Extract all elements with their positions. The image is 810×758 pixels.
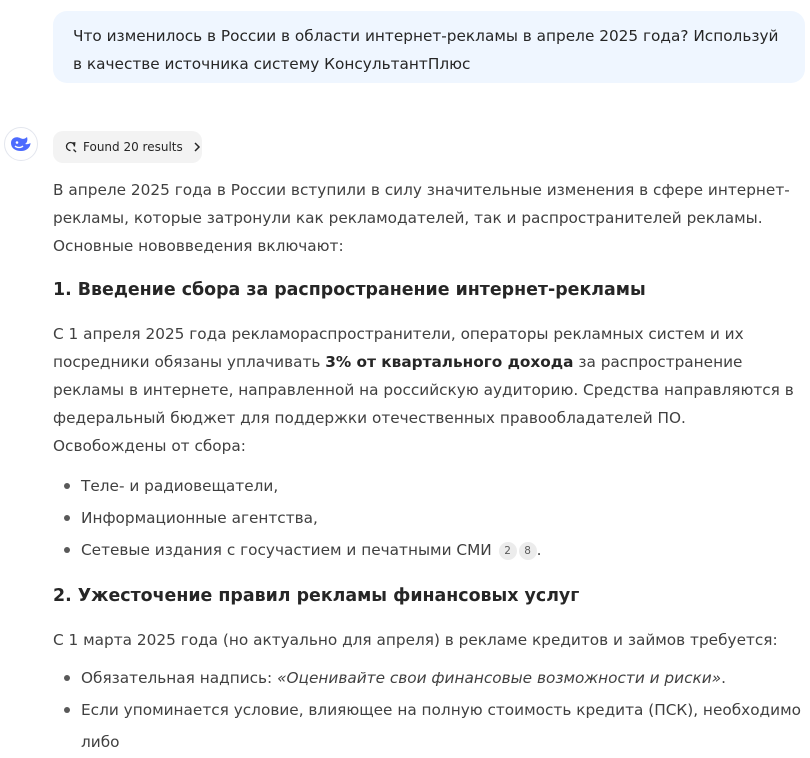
- exempt-label: Освобождены от сбора:: [53, 437, 246, 455]
- search-refresh-icon: [65, 141, 77, 153]
- section-2-title: 2. Ужесточение правил рекламы финансовых услуг: [53, 586, 580, 606]
- assistant-answer: [53, 176, 810, 758]
- section-2-paragraph: С 1 марта 2025 года (но актуально для апреля) в рекламе кредитов и займов требуется:: [53, 631, 778, 649]
- section-1-title: 1. Введение сбора за распространение интернет-рекламы: [53, 280, 646, 300]
- citation-badge[interactable]: 2: [499, 542, 517, 560]
- requirements-list: [53, 662, 810, 758]
- citation-end: .: [536, 541, 542, 559]
- chevron-right-icon: [193, 142, 201, 152]
- list-item: Если упоминается условие, влияющее на полную стоимость кредита (ПСК), необходимо либо: [53, 694, 810, 758]
- search-results-button[interactable]: [53, 131, 202, 163]
- section-1-text-after: за распространение рекламы в интернете, направленной на российскую аудиторию. Средства направляются в федеральный бюджет для поддержки отечественных правообладателей ПО.: [53, 353, 794, 427]
- assistant-avatar: [4, 127, 38, 161]
- user-message-text: Что изменилось в России в области интернет-рекламы в апреле 2025 года? Используй в качестве источника систему КонсультантПлюс: [73, 27, 779, 73]
- whale-logo-icon: [9, 134, 33, 154]
- user-message: [53, 11, 805, 83]
- list-item: Теле- и радиовещатели,: [53, 470, 810, 502]
- list-item: Обязательная надпись: «Оценивайте свои финансовые возможности и риски».: [53, 662, 810, 694]
- section-1-paragraph: [53, 320, 810, 432]
- exempt-list: [53, 470, 810, 566]
- section-1-bold-text: 3% от квартального дохода: [325, 353, 574, 371]
- section-1-text-before: С 1 апреля 2025 года рекламораспространители, операторы рекламных систем и их посредники обязаны уплачивать: [53, 325, 744, 371]
- search-results-label: Found 20 results: [83, 140, 183, 154]
- list-item: Сетевые издания с госучастием и печатными СМИ 2 8 .: [53, 534, 810, 566]
- answer-intro: В апреле 2025 года в России вступили в силу значительные изменения в сфере интернет-рекламы, которые затронули как рекламодателей, так и распространителей рекламы. Основные нововведения включают:: [53, 181, 790, 255]
- list-item: Информационные агентства,: [53, 502, 810, 534]
- required-disclaimer: «Оценивайте свои финансовые возможности и риски»: [277, 669, 722, 687]
- citation-badge[interactable]: 8: [519, 542, 537, 560]
